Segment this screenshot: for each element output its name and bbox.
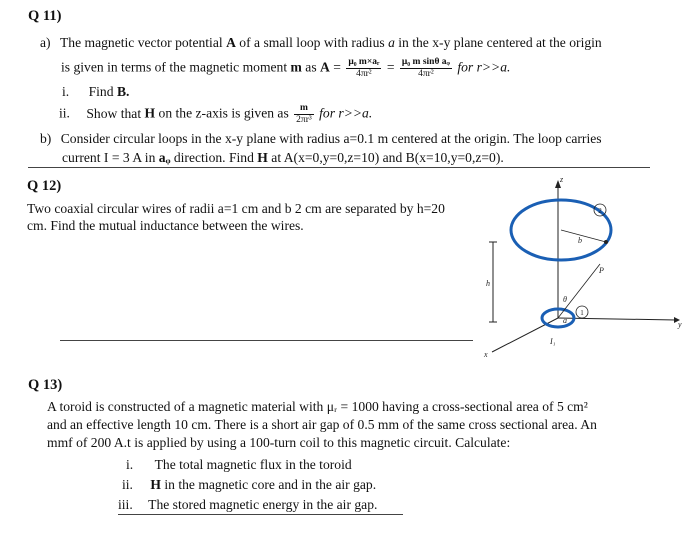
q11-a-ii: ii. Show that H on the z-axis is given as $\frac{m}{\text{2πr³}}$ for r>>a. bbox=[59, 103, 373, 125]
item-underline bbox=[118, 514, 403, 515]
a-label: a bbox=[563, 316, 567, 325]
field-on-axis-fraction: $\frac{m}{\text{2πr³}}$ bbox=[296, 103, 312, 125]
loop-1-label: 1 bbox=[580, 309, 584, 317]
q11-heading: Q 11) bbox=[28, 8, 62, 24]
section-divider-1 bbox=[28, 167, 650, 168]
theta-label: θ bbox=[563, 295, 567, 304]
q13-line2: and an effective length 10 cm. There is a short air gap of 0.5 mm of the same cross sectional area. An bbox=[47, 417, 597, 432]
q12-line1: Two coaxial circular wires of radii a=1 cm and b 2 cm are separated by h=20 bbox=[27, 201, 445, 216]
section-divider-2 bbox=[60, 340, 473, 341]
p-label: P bbox=[599, 266, 604, 275]
q11-b-label: b) bbox=[40, 131, 52, 146]
q13-heading: Q 13) bbox=[28, 377, 63, 393]
q11-a-line2: is given in terms of the magnetic moment m as A = $\frac{\text{μ₀ m×aᵣ}}{\text{4πr²}}$ = $\frac{\text{μ₀ m sinθ aᵩ}}{\text{4πr²}}$ for r>>a. bbox=[61, 57, 511, 79]
q12-heading: Q 12) bbox=[27, 178, 62, 194]
q13-item-2: ii. H in the magnetic core and in the air gap. bbox=[122, 477, 377, 492]
q13-item-1: i. The total magnetic flux in the toroid bbox=[126, 457, 352, 472]
q11-b-line2: current I = 3 A in aᵩ direction. Find H at A(x=0,y=0,z=10) and B(x=10,y=0,z=0). bbox=[62, 150, 504, 165]
q13-item-3: iii. The stored magnetic energy in the air gap. bbox=[118, 497, 378, 512]
loop-2-label: 2 bbox=[598, 207, 602, 215]
q13-line3: mmf of 200 A.t is applied by using a 100-turn coil to this magnetic circuit. Calculate: bbox=[47, 435, 511, 450]
z-axis-label: z bbox=[560, 175, 564, 184]
q11-a-label: a) bbox=[40, 35, 51, 50]
q11-a-line1: a) The magnetic vector potential A of a small loop with radius a in the x-y plane centered at the origin bbox=[40, 35, 602, 50]
q11-a-i: i. Find B. bbox=[62, 84, 130, 99]
x-axis-label: x bbox=[484, 350, 488, 359]
vector-potential-fraction-2: $\frac{\text{μ₀ m sinθ aᵩ}}{\text{4πr²}}$ bbox=[401, 57, 450, 79]
q12-line2: cm. Find the mutual inductance between the wires. bbox=[27, 218, 304, 233]
q11-b-line1: b) Consider circular loops in the x-y plane with radius a=0.1 m centered at the origin. The loop carries bbox=[40, 131, 602, 146]
b-label: b bbox=[578, 236, 582, 245]
i1-label: I₁ bbox=[550, 337, 556, 346]
h-label: h bbox=[486, 279, 490, 288]
coaxial-loops-figure bbox=[478, 170, 688, 365]
y-axis-label: y bbox=[678, 320, 682, 329]
q13-line1: A toroid is constructed of a magnetic material with μᵣ = 1000 having a cross-sectional area of 5 cm² bbox=[47, 399, 588, 414]
vector-potential-fraction-1: $\frac{\text{μ₀ m×aᵣ}}{\text{4πr²}}$ bbox=[348, 57, 380, 79]
